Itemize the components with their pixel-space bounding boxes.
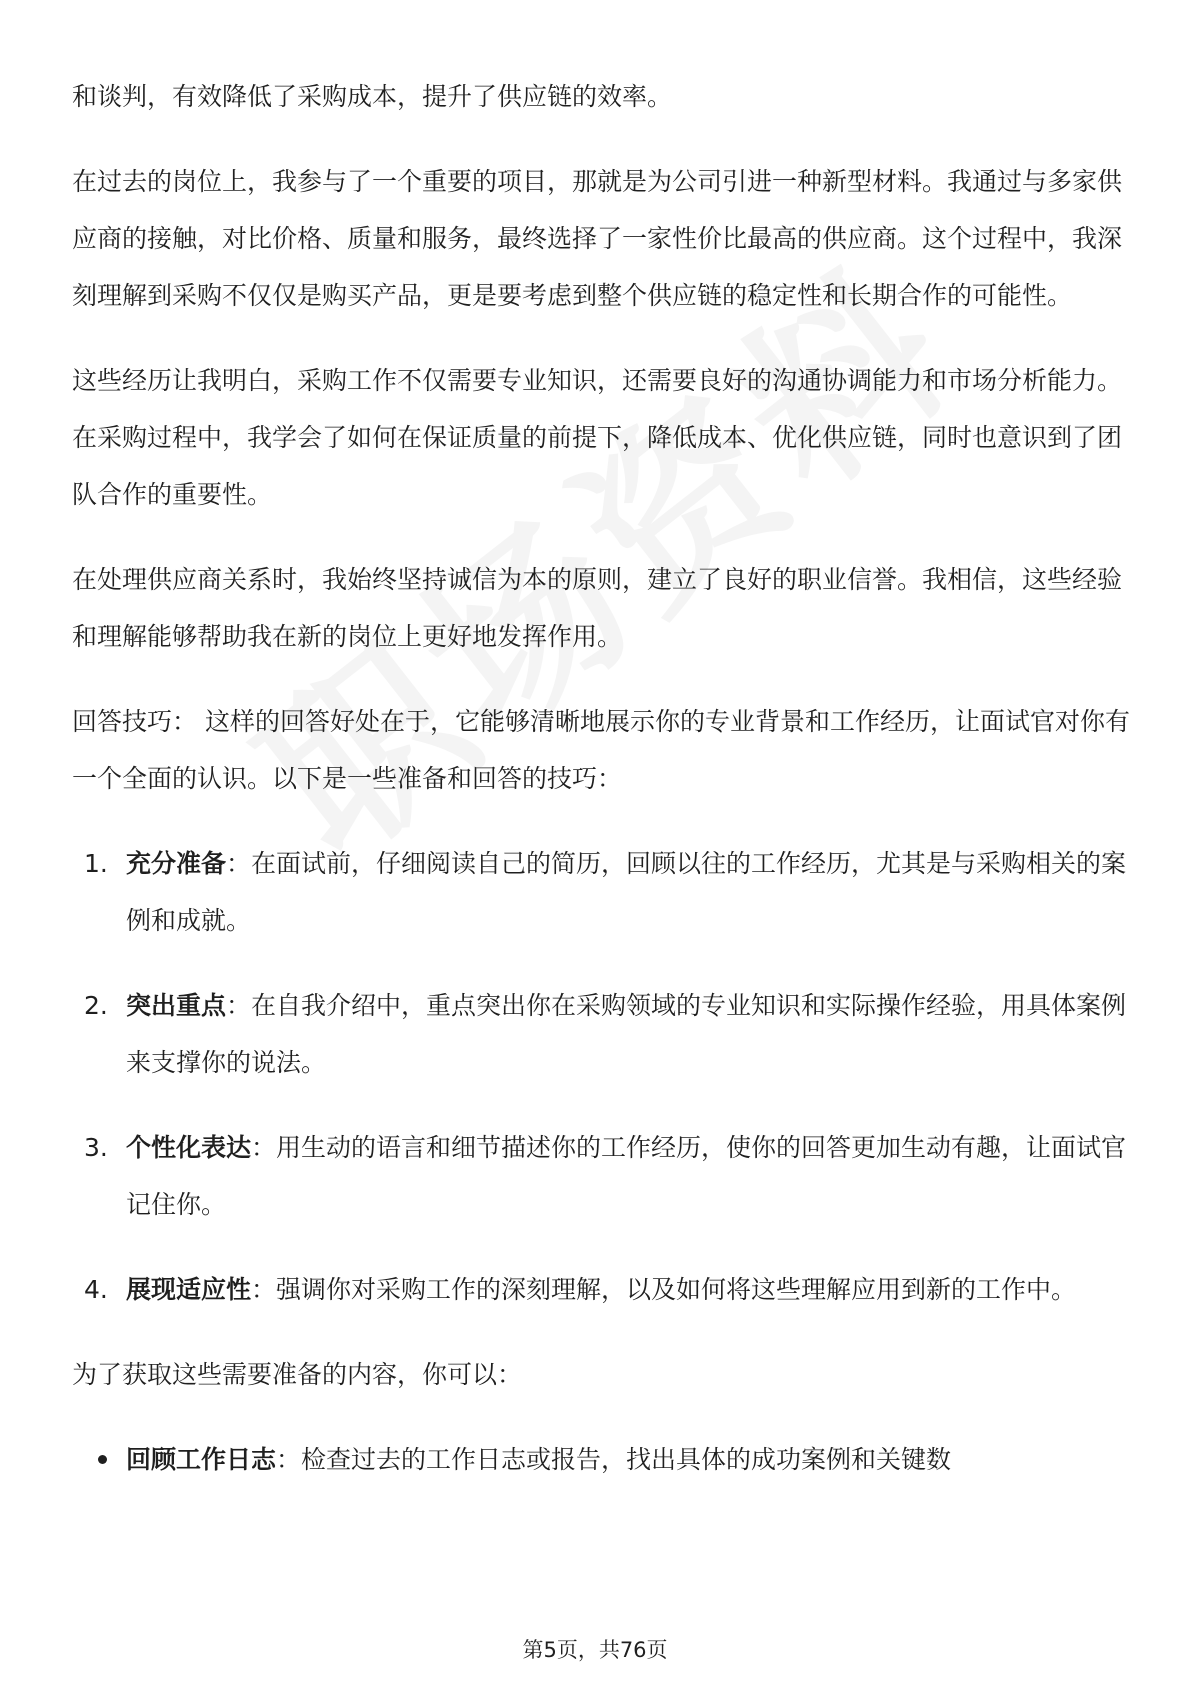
list-item xyxy=(72,835,1132,949)
list-item-text: ：在面试前，仔细阅读自己的简历，回顾以往的工作经历，尤其是与采购相关的案例和成就。 xyxy=(126,849,1127,935)
tips-list xyxy=(72,835,1132,1318)
list-item xyxy=(72,1431,1132,1488)
list-item-text: ：强调你对采购工作的深刻理解，以及如何将这些理解应用到新的工作中。 xyxy=(251,1275,1077,1304)
answer-tips-intro: 回答技巧： 这样的回答好处在于，它能够清晰地展示你的专业背景和工作经历，让面试官对你有一个全面的认识。以下是一些准备和回答的技巧： xyxy=(72,707,1130,793)
paragraph-2: 在过去的岗位上，我参与了一个重要的项目，那就是为公司引进一种新型材料。我通过与多家供应商的接触，对比价格、质量和服务，最终选择了一家性价比最高的供应商。这个过程中，我深刻理解到采购不仅仅是购买产品，更是要考虑到整个供应链的稳定性和长期合作的可能性。 xyxy=(72,167,1123,310)
preparation-list xyxy=(72,1431,1132,1488)
page-footer: 第5页，共76页 xyxy=(522,1638,668,1662)
list-number: 2. xyxy=(84,991,108,1020)
document-body xyxy=(72,68,1132,1488)
paragraph-3: 这些经历让我明白，采购工作不仅需要专业知识，还需要良好的沟通协调能力和市场分析能力。在采购过程中，我学会了如何在保证质量的前提下，降低成本、优化供应链，同时也意识到了团队合作的重要性。 xyxy=(72,366,1123,509)
bullet-icon xyxy=(98,1455,107,1464)
list-item-title: 展现适应性 xyxy=(126,1275,252,1304)
list-item xyxy=(72,1119,1132,1233)
list-item-text: ：在自我介绍中，重点突出你在采购领域的专业知识和实际操作经验，用具体案例来支撑你的说法。 xyxy=(126,991,1127,1077)
preparation-intro: 为了获取这些需要准备的内容，你可以： xyxy=(72,1360,523,1389)
paragraph-1: 和谈判，有效降低了采购成本，提升了供应链的效率。 xyxy=(72,82,673,111)
list-number: 3. xyxy=(84,1133,108,1162)
list-item xyxy=(72,1261,1132,1318)
list-item-title: 充分准备 xyxy=(126,849,227,878)
paragraph-4: 在处理供应商关系时，我始终坚持诚信为本的原则，建立了良好的职业信誉。我相信，这些经验和理解能够帮助我在新的岗位上更好地发挥作用。 xyxy=(72,565,1123,651)
list-number: 4. xyxy=(84,1275,108,1304)
list-item xyxy=(72,977,1132,1091)
list-item-text: ：检查过去的工作日志或报告，找出具体的成功案例和关键数 xyxy=(276,1445,952,1474)
list-item-title: 突出重点 xyxy=(126,991,227,1020)
list-item-title: 回顾工作日志 xyxy=(126,1445,277,1474)
list-item-text: ：用生动的语言和细节描述你的工作经历，使你的回答更加生动有趣，让面试官记住你。 xyxy=(126,1133,1127,1219)
list-number: 1. xyxy=(84,849,108,878)
list-item-title: 个性化表达 xyxy=(126,1133,252,1162)
